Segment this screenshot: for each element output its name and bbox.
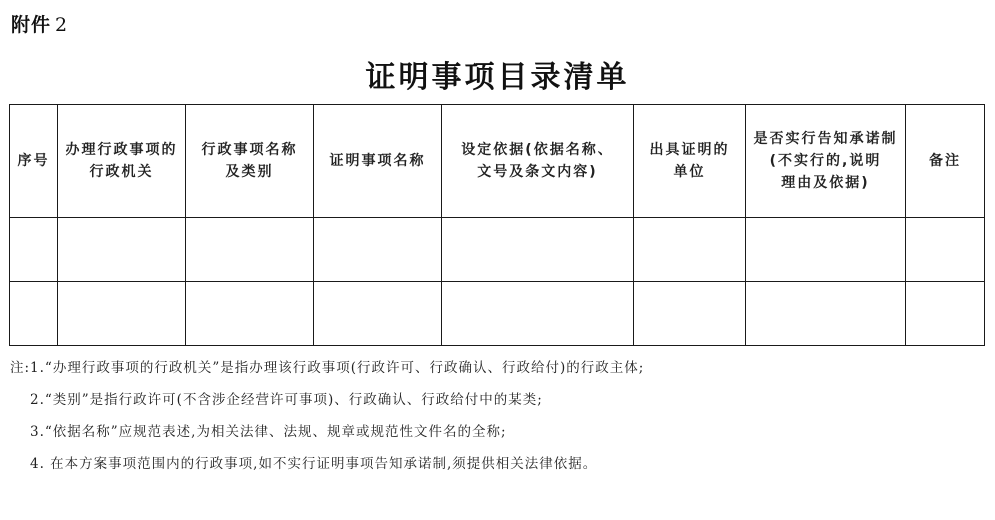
table-row	[10, 282, 985, 346]
table-cell-agency	[58, 282, 186, 346]
table-cell-remarks	[906, 218, 985, 282]
table-cell-matter-name	[186, 218, 314, 282]
note-line-1: 注:1.“办理行政事项的行政机关”是指办理该行政事项(行政许可、行政确认、行政给付)的行政主体;	[10, 360, 645, 376]
notes-section	[10, 357, 644, 485]
table-cell-certificate-name	[314, 218, 442, 282]
column-header-line: 备注	[929, 153, 961, 169]
table-cell-commitment	[746, 218, 906, 282]
column-header-issuer	[634, 105, 746, 218]
attachment-label-text: 附件	[11, 14, 52, 36]
attachment-number: 2	[55, 14, 69, 36]
table-cell-issuer	[634, 282, 746, 346]
column-header-line: 序号	[17, 153, 50, 169]
column-header-remarks	[906, 105, 985, 218]
table-cell-issuer	[634, 218, 746, 282]
table-cell-index	[10, 218, 58, 282]
document-title: 证明事项目录清单	[365, 60, 630, 95]
column-header-index	[10, 105, 58, 218]
column-header-matter-name	[186, 105, 314, 218]
table-cell-agency	[58, 218, 186, 282]
table-cell-index	[10, 282, 58, 346]
column-header-line: 理由及依据)	[781, 175, 870, 191]
column-header-line: 设定依据(依据名称、	[461, 142, 614, 158]
column-header-commitment	[746, 105, 906, 218]
column-header-agency	[58, 105, 186, 218]
certificate-catalog-table	[9, 104, 985, 346]
table-cell-remarks	[906, 282, 985, 346]
column-header-line: 办理行政事项的	[65, 142, 178, 158]
table-cell-certificate-name	[314, 282, 442, 346]
table-cell-basis	[442, 218, 634, 282]
column-header-line: 文号及条文内容)	[477, 164, 598, 180]
table-cell-matter-name	[186, 282, 314, 346]
column-header-line: (不实行的,说明	[769, 153, 882, 169]
attachment-label	[11, 10, 68, 37]
note-line-4: 4. 在本方案事项范围内的行政事项,如不实行证明事项告知承诺制,须提供相关法律依据。	[30, 456, 598, 472]
table-cell-commitment	[746, 282, 906, 346]
column-header-line: 证明事项名称	[329, 153, 426, 169]
column-header-line: 单位	[673, 164, 706, 180]
column-header-certificate-name	[314, 105, 442, 218]
column-header-line: 出具证明的	[649, 142, 730, 158]
column-header-basis	[442, 105, 634, 218]
table-header-row	[10, 105, 985, 218]
note-line-3: 3.“依据名称”应规范表述,为相关法律、法规、规章或规范性文件名的全称;	[30, 424, 507, 440]
column-header-line: 行政机关	[89, 164, 154, 180]
column-header-line: 行政事项名称	[201, 142, 298, 158]
note-line-2: 2.“类别”是指行政许可(不含涉企经营许可事项)、行政确认、行政给付中的某类;	[30, 392, 543, 408]
table-cell-basis	[442, 282, 634, 346]
column-header-line: 是否实行告知承诺制	[753, 131, 898, 147]
table-row	[10, 218, 985, 282]
column-header-line: 及类别	[225, 164, 274, 180]
